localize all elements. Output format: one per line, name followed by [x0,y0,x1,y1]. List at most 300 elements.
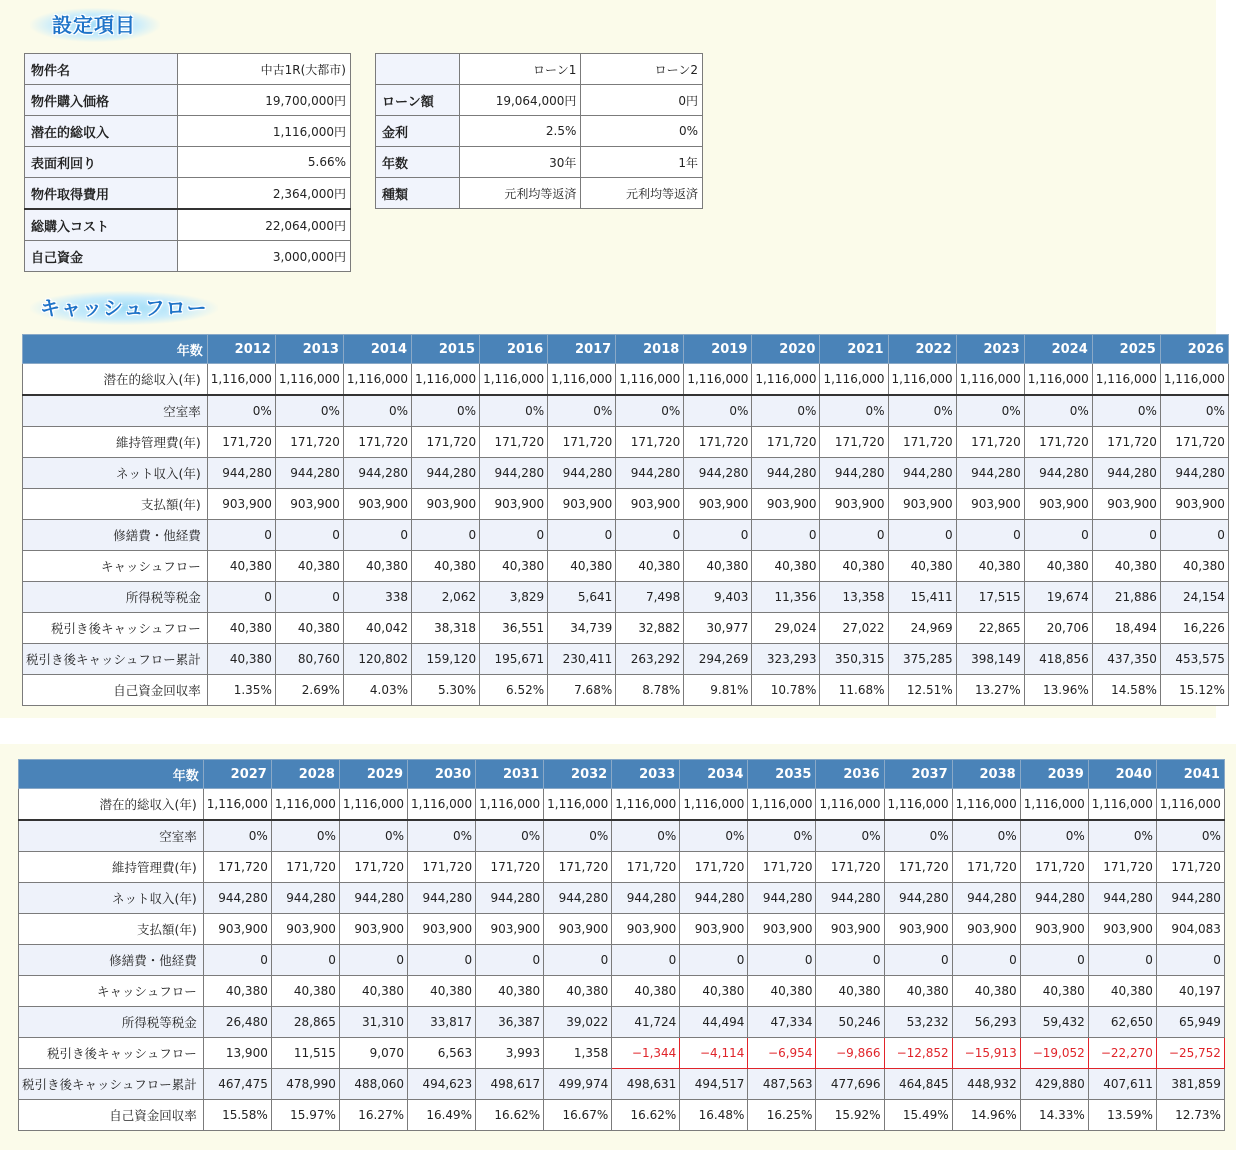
loan-label: 年数 [376,147,460,178]
cashflow-row [19,976,1225,1007]
cashflow-cell: 11,356 [752,582,820,613]
cashflow-cell: 19,674 [1024,582,1092,613]
cashflow-cell: 15,411 [888,582,956,613]
cashflow-cell: 12.51% [888,675,956,706]
cashflow-cell: 903,900 [884,914,952,945]
property-label: 物件購入価格 [25,85,178,116]
cashflow-cell: 171,720 [476,852,544,883]
cashflow-cell: 464,845 [884,1069,952,1100]
cashflow-row [19,789,1225,821]
cashflow-cell: 944,280 [884,883,952,914]
loan1-value: 元利均等返済 [459,178,581,209]
cashflow-cell: 944,280 [476,883,544,914]
cashflow-cell: 1,358 [544,1038,612,1069]
cashflow-cell: 0 [480,520,548,551]
cashflow-cell: 13,358 [820,582,888,613]
cashflow-cell: 1.35% [207,675,275,706]
cashflow-cell: −9,866 [816,1038,884,1069]
cashflow-cell: 14.33% [1020,1100,1088,1131]
cashflow-cell: 40,380 [616,551,684,582]
property-label: 物件取得費用 [25,178,178,210]
year-header: 2020 [752,335,820,364]
cashflow-cell: 944,280 [203,883,271,914]
cashflow-cell: −12,852 [884,1038,952,1069]
property-row [25,85,351,116]
cashflow-row [23,644,1229,675]
cashflow-cell: 1,116,000 [207,364,275,396]
year-header: 2032 [544,760,612,789]
cashflow-cell: 40,380 [1024,551,1092,582]
cashflow-cell: 1,116,000 [408,789,476,821]
cashflow-cell: 375,285 [888,644,956,675]
cashflow-row [23,613,1229,644]
cashflow-cell: 1,116,000 [956,364,1024,396]
cashflow-cell: 903,900 [548,489,616,520]
property-row [25,147,351,178]
cashflow-cell: 0 [203,945,271,976]
cashflow-cell: 1,116,000 [476,789,544,821]
cashflow-cell: 36,387 [476,1007,544,1038]
loan-label: 種類 [376,178,460,209]
cashflow-cell: 944,280 [1156,883,1224,914]
cashflow-row [23,551,1229,582]
cashflow-row [19,852,1225,883]
cashflow-row [23,364,1229,396]
cashflow-cell: 944,280 [1020,883,1088,914]
cashflow-cell: 34,739 [548,613,616,644]
cashflow-cell: 263,292 [616,644,684,675]
cashflow-cell: 40,380 [1160,551,1228,582]
property-label: 表面利回り [25,147,178,178]
year-header: 2036 [816,760,884,789]
cashflow-cell: 0 [275,520,343,551]
cashflow-cell: 1,116,000 [752,364,820,396]
cashflow-cell: 3,829 [480,582,548,613]
cashflow-cell: 0% [271,820,339,852]
cashflow-cell: 26,480 [203,1007,271,1038]
loan-column-header: ローン1 [459,54,581,85]
cashflow-cell: 40,380 [884,976,952,1007]
cashflow-cell: −6,954 [748,1038,816,1069]
cashflow-cell: 437,350 [1092,644,1160,675]
cashflow-cell: 381,859 [1156,1069,1224,1100]
cashflow-cell: 1,116,000 [548,364,616,396]
cashflow-cell: −1,344 [612,1038,680,1069]
cashflow-cell: 1,116,000 [480,364,548,396]
cashflow-cell: 171,720 [271,852,339,883]
cashflow-cell: 903,900 [275,489,343,520]
cashflow-cell: 0% [612,820,680,852]
loan-label: ローン額 [376,85,460,116]
cashflow-cell: 0% [752,395,820,427]
property-value: 5.66% [177,147,350,178]
cashflow-cell: 0% [548,395,616,427]
year-header-label: 年数 [23,335,208,364]
cashflow-cell: 38,318 [412,613,480,644]
cashflow-cell: 944,280 [616,458,684,489]
cashflow-cell: 944,280 [1024,458,1092,489]
cashflow-cell: 1,116,000 [339,789,407,821]
cashflow-row [19,1038,1225,1069]
cashflow-cell: 487,563 [748,1069,816,1100]
cashflow-cell: 24,154 [1160,582,1228,613]
cashflow-cell: 5,641 [548,582,616,613]
loan2-value: 0% [581,116,703,147]
property-value: 1,116,000円 [177,116,350,147]
cashflow-cell: 1,116,000 [271,789,339,821]
cashflow-cell: 40,042 [343,613,411,644]
cashflow-cell: 171,720 [275,427,343,458]
cashflow-cell: 5.30% [412,675,480,706]
cashflow-cell: 15.92% [816,1100,884,1131]
year-header: 2023 [956,335,1024,364]
cashflow-cell: 1,116,000 [275,364,343,396]
cashflow-cell: 14.58% [1092,675,1160,706]
cashflow-cell: 171,720 [548,427,616,458]
cashflow-cell: 171,720 [956,427,1024,458]
cashflow-cell: 944,280 [207,458,275,489]
cashflow-cell: 944,280 [339,883,407,914]
cashflow-cell: 65,949 [1156,1007,1224,1038]
cashflow-cell: 0% [1088,820,1156,852]
cashflow-row [23,395,1229,427]
cashflow-cell: 0% [952,820,1020,852]
cashflow-cell: 498,631 [612,1069,680,1100]
cashflow-cell: 159,120 [412,644,480,675]
cashflow-cell: 0 [752,520,820,551]
cashflow-cell: 0 [1024,520,1092,551]
cashflow-cell: 12.73% [1156,1100,1224,1131]
cashflow-cell: 0% [748,820,816,852]
cashflow-row-label: キャッシュフロー [23,551,208,582]
property-value: 中古1R(大都市) [177,54,350,85]
cashflow-cell: 0% [1160,395,1228,427]
loan-table [375,53,703,209]
cashflow-cell: 0% [888,395,956,427]
cashflow-cell: 31,310 [339,1007,407,1038]
cashflow-cell: 62,650 [1088,1007,1156,1038]
cashflow-cell: 10.78% [752,675,820,706]
cashflow-row-label: 税引き後キャッシュフロー [19,1038,204,1069]
loan-label: 金利 [376,116,460,147]
cashflow-cell: 0% [408,820,476,852]
cashflow-cell: 903,900 [952,914,1020,945]
cashflow-cell: 41,724 [612,1007,680,1038]
loan-row [376,147,703,178]
cashflow-cell: 40,197 [1156,976,1224,1007]
cashflow-cell: 1,116,000 [1160,364,1228,396]
property-value: 22,064,000円 [177,209,350,241]
cashflow-cell: 903,900 [480,489,548,520]
loan2-value: 1年 [581,147,703,178]
cashflow-cell: 0% [820,395,888,427]
cashflow-row-label: ネット収入(年) [23,458,208,489]
cashflow-row [19,945,1225,976]
cashflow-cell: 1,116,000 [1092,364,1160,396]
cashflow-cell: 6,563 [408,1038,476,1069]
cashflow-cell: 40,380 [820,551,888,582]
year-header: 2025 [1092,335,1160,364]
cashflow-cell: 40,380 [956,551,1024,582]
cashflow-cell: 0 [343,520,411,551]
cashflow-cell: 0% [684,395,752,427]
cashflow-cell: 0% [203,820,271,852]
year-header: 2017 [548,335,616,364]
cashflow-cell: 171,720 [1024,427,1092,458]
year-header: 2019 [684,335,752,364]
year-header: 2024 [1024,335,1092,364]
cashflow-cell: 1,116,000 [612,789,680,821]
year-header: 2033 [612,760,680,789]
cashflow-cell: 40,380 [888,551,956,582]
cashflow-cell: 13.59% [1088,1100,1156,1131]
cashflow-cell: 407,611 [1088,1069,1156,1100]
cashflow-table-2027-2041 [18,759,1225,1131]
cashflow-cell: 171,720 [816,852,884,883]
cashflow-cell: 40,380 [476,976,544,1007]
cashflow-cell: 16.62% [476,1100,544,1131]
cashflow-cell: 0% [1156,820,1224,852]
loan1-value: 19,064,000円 [459,85,581,116]
cashflow-cell: 59,432 [1020,1007,1088,1038]
cashflow-cell: 171,720 [1088,852,1156,883]
cashflow-cell: 1,116,000 [616,364,684,396]
loan-row [376,85,703,116]
cashflow-cell: 13,900 [203,1038,271,1069]
cashflow-row [23,675,1229,706]
cashflow-cell: 903,900 [748,914,816,945]
year-header-label: 年数 [19,760,204,789]
cashflow-header-row [23,335,1229,364]
cashflow-cell: 40,380 [207,551,275,582]
property-label: 物件名 [25,54,178,85]
cashflow-cell: 13.27% [956,675,1024,706]
cashflow-cell: 44,494 [680,1007,748,1038]
cashflow-cell: 17,515 [956,582,1024,613]
cashflow-cell: 0 [207,582,275,613]
cashflow-cell: 40,380 [408,976,476,1007]
cashflow-row [23,520,1229,551]
cashflow-cell: 47,334 [748,1007,816,1038]
cashflow-cell: 294,269 [684,644,752,675]
cashflow-cell: 171,720 [684,427,752,458]
cashflow-cell: 0% [816,820,884,852]
cashflow-cell: 24,969 [888,613,956,644]
cashflow-row-label: 維持管理費(年) [23,427,208,458]
cashflow-cell: 0% [1024,395,1092,427]
cashflow-cell: 494,623 [408,1069,476,1100]
year-header: 2029 [339,760,407,789]
cashflow-cell: 28,865 [271,1007,339,1038]
cashflow-cell: 0 [680,945,748,976]
cashflow-row-label: 潜在的総収入(年) [23,364,208,396]
cashflow-cell: 0% [680,820,748,852]
loan-header-row [376,54,703,85]
cashflow-cell: 0 [412,520,480,551]
cashflow-row-label: キャッシュフロー [19,976,204,1007]
cashflow-cell: 171,720 [544,852,612,883]
cashflow-cell: 0 [548,520,616,551]
cashflow-cell: 944,280 [684,458,752,489]
cashflow-cell: 0 [1020,945,1088,976]
year-header: 2026 [1160,335,1228,364]
cashflow-header-row [19,760,1225,789]
cashflow-cell: 40,380 [339,976,407,1007]
cashflow-cell: 56,293 [952,1007,1020,1038]
cashflow-cell: 195,671 [480,644,548,675]
cashflow-cell: 7.68% [548,675,616,706]
cashflow-cell: 171,720 [616,427,684,458]
cashflow-cell: 944,280 [748,883,816,914]
property-table [24,53,351,272]
loan-corner-cell [376,54,460,85]
cashflow-cell: 171,720 [207,427,275,458]
cashflow-cell: 0 [956,520,1024,551]
cashflow-cell: 0% [1092,395,1160,427]
cashflow-cell: 171,720 [748,852,816,883]
cashflow-cell: 40,380 [680,976,748,1007]
cashflow-cell: 944,280 [544,883,612,914]
cashflow-cell: 18,494 [1092,613,1160,644]
cashflow-row-label: 所得税等税金 [19,1007,204,1038]
cashflow-cell: 1,116,000 [1156,789,1224,821]
cashflow-cell: 0 [684,520,752,551]
cashflow-cell: 22,865 [956,613,1024,644]
cashflow-cell: 903,900 [544,914,612,945]
cashflow-cell: 171,720 [612,852,680,883]
cashflow-cell: 0% [544,820,612,852]
cashflow-cell: 40,380 [275,551,343,582]
cashflow-row-label: ネット収入(年) [19,883,204,914]
cashflow-cell: 171,720 [888,427,956,458]
cashflow-row [19,820,1225,852]
cashflow-cell: 903,900 [207,489,275,520]
cashflow-cell: 30,977 [684,613,752,644]
cashflow-cell: 1,116,000 [203,789,271,821]
cashflow-cell: 467,475 [203,1069,271,1100]
year-header: 2022 [888,335,956,364]
cashflow-cell: 15.58% [203,1100,271,1131]
cashflow-cell: −22,270 [1088,1038,1156,1069]
cashflow-cell: 40,380 [1088,976,1156,1007]
cashflow-cell: 0% [412,395,480,427]
loan-row [376,116,703,147]
cashflow-cell: 903,900 [203,914,271,945]
cashflow-row [19,1007,1225,1038]
cashflow-cell: 0 [820,520,888,551]
cashflow-cell: 903,900 [752,489,820,520]
cashflow-cell: 944,280 [1092,458,1160,489]
cashflow-cell: 0% [343,395,411,427]
cashflow-cell: 0 [884,945,952,976]
cashflow-cell: 120,802 [343,644,411,675]
cashflow-cell: 1,116,000 [748,789,816,821]
cashflow-cell: 0 [271,945,339,976]
year-header: 2035 [748,760,816,789]
cashflow-row [23,427,1229,458]
cashflow-cell: 0 [816,945,884,976]
year-header: 2031 [476,760,544,789]
cashflow-cell: 429,880 [1020,1069,1088,1100]
cashflow-cell: −19,052 [1020,1038,1088,1069]
cashflow-cell: 0 [476,945,544,976]
cashflow-cell: 3,993 [476,1038,544,1069]
cashflow-row [19,1100,1225,1131]
year-header: 2021 [820,335,888,364]
cashflow-cell: 338 [343,582,411,613]
cashflow-cell: −4,114 [680,1038,748,1069]
cashflow-cell: 944,280 [680,883,748,914]
cashflow-cell: 21,886 [1092,582,1160,613]
cashflow-cell: 0% [476,820,544,852]
cashflow-row [19,1069,1225,1100]
cashflow-cell: 903,900 [476,914,544,945]
cashflow-cell: −15,913 [952,1038,1020,1069]
cashflow-cell: 9,070 [339,1038,407,1069]
cashflow-cell: 40,380 [1092,551,1160,582]
year-header: 2018 [616,335,684,364]
cashflow-cell: 40,380 [207,613,275,644]
year-header: 2028 [271,760,339,789]
cashflow-cell: 40,380 [343,551,411,582]
cashflow-cell: 50,246 [816,1007,884,1038]
cashflow-cell: 0 [339,945,407,976]
cashflow-cell: 903,900 [339,914,407,945]
cashflow-cell: 494,517 [680,1069,748,1100]
cashflow-cell: 498,617 [476,1069,544,1100]
cashflow-cell: 903,900 [1160,489,1228,520]
cashflow-row-label: 維持管理費(年) [19,852,204,883]
cashflow-cell: 40,380 [952,976,1020,1007]
cashflow-cell: 0 [888,520,956,551]
cashflow-cell: 903,900 [816,914,884,945]
cashflow-cell: 903,900 [680,914,748,945]
cashflow-cell: 0 [544,945,612,976]
cashflow-cell: 171,720 [1092,427,1160,458]
cashflow-cell: 4.03% [343,675,411,706]
cashflow-row [19,914,1225,945]
cashflow-cell: 1,116,000 [816,789,884,821]
year-header: 2012 [207,335,275,364]
cashflow-cell: 0% [339,820,407,852]
cashflow-cell: 32,882 [616,613,684,644]
cashflow-cell: 903,900 [1024,489,1092,520]
cashflow-cell: 1,116,000 [1020,789,1088,821]
cashflow-row-label: 空室率 [23,395,208,427]
cashflow-row [23,489,1229,520]
cashflow-cell: 230,411 [548,644,616,675]
cashflow-cell: 40,380 [816,976,884,1007]
cashflow-cell: 903,900 [1088,914,1156,945]
cashflow-cell: 16.25% [748,1100,816,1131]
year-header: 2037 [884,760,952,789]
cashflow-cell: 11.68% [820,675,888,706]
property-value: 19,700,000円 [177,85,350,116]
cashflow-cell: 944,280 [343,458,411,489]
cashflow-cell: 903,900 [412,489,480,520]
cashflow-cell: 944,280 [408,883,476,914]
cashflow-cell: 453,575 [1160,644,1228,675]
cashflow-cell: 903,900 [612,914,680,945]
cashflow-cell: 944,280 [275,458,343,489]
cashflow-row-label: 自己資金回収率 [23,675,208,706]
cashflow-cell: 171,720 [480,427,548,458]
cashflow-cell: 40,380 [271,976,339,1007]
cashflow-cell: 171,720 [1160,427,1228,458]
cashflow-cell: 0 [275,582,343,613]
cashflow-cell: 903,900 [408,914,476,945]
cashflow-cell: 16.67% [544,1100,612,1131]
